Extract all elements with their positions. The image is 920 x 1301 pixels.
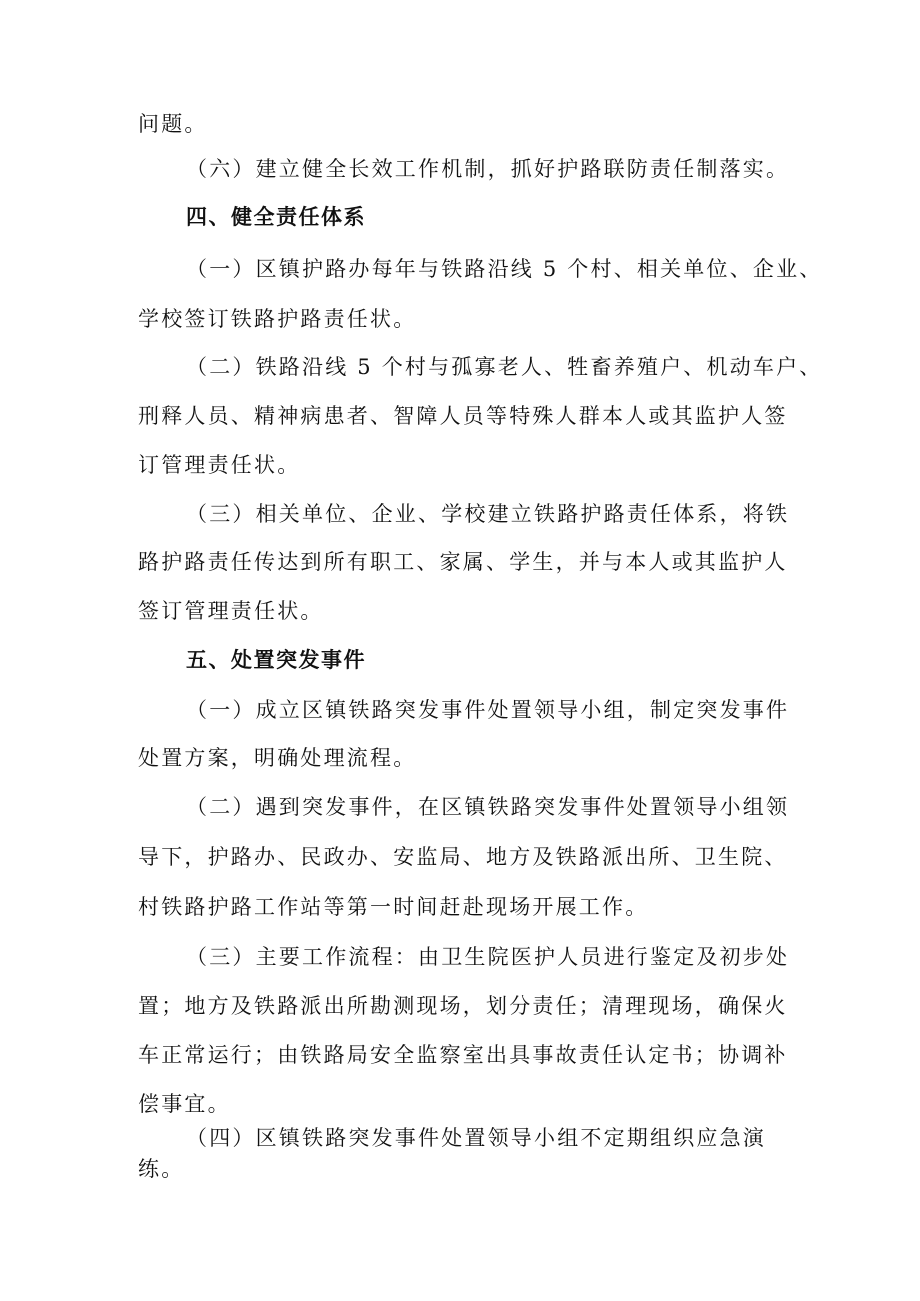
section-heading: 五、处置突发事件 [186, 648, 366, 672]
paragraph-line: （三）主要工作流程：由卫生院医护人员进行鉴定及初步处 [186, 945, 790, 969]
paragraph-line: 处置方案，明确处理流程。 [138, 746, 417, 770]
paragraph-line: 偿事宜。 [138, 1092, 231, 1116]
paragraph-line: 刑释人员、精神病患者、智障人员等特殊人群本人或其监护人签 [138, 404, 788, 428]
paragraph-line: 路护路责任传达到所有职工、家属、学生，并与本人或其监护人 [138, 550, 788, 574]
paragraph-line: （三）相关单位、企业、学校建立铁路护路责任体系，将铁 [186, 502, 790, 526]
paragraph-line: 学校签订铁路护路责任状。 [138, 307, 417, 331]
paragraph-line: （一）成立区镇铁路突发事件处置领导小组，制定突发事件 [186, 698, 790, 722]
paragraph-line: 练。 [138, 1157, 185, 1181]
paragraph-line: 车正常运行；由铁路局安全监察室出具事故责任认定书；协调补 [138, 1043, 788, 1067]
paragraph-line: 签订管理责任状。 [138, 599, 324, 623]
paragraph-line: 导下，护路办、民政办、安监局、地方及铁路派出所、卫生院、 [138, 845, 788, 869]
section-heading: 四、健全责任体系 [186, 205, 366, 229]
paragraph-line: 置；地方及铁路派出所勘测现场，划分责任；清理现场，确保火 [138, 994, 788, 1018]
paragraph-line: （二）铁路沿线 5 个村与孤寡老人、牲畜养殖户、机动车户、 [186, 355, 823, 379]
paragraph-line: 问题。 [138, 112, 208, 136]
paragraph-line: （六）建立健全长效工作机制，抓好护路联防责任制落实。 [186, 157, 790, 181]
paragraph-line: （二）遇到突发事件，在区镇铁路突发事件处置领导小组领 [186, 795, 790, 819]
paragraph-line: （四）区镇铁路突发事件处置领导小组不定期组织应急演 [186, 1126, 766, 1150]
paragraph-line: 村铁路护路工作站等第一时间赶赴现场开展工作。 [138, 895, 649, 919]
paragraph-line: 订管理责任状。 [138, 453, 301, 477]
paragraph-line: （一）区镇护路办每年与铁路沿线 5 个村、相关单位、企业、 [186, 257, 823, 281]
